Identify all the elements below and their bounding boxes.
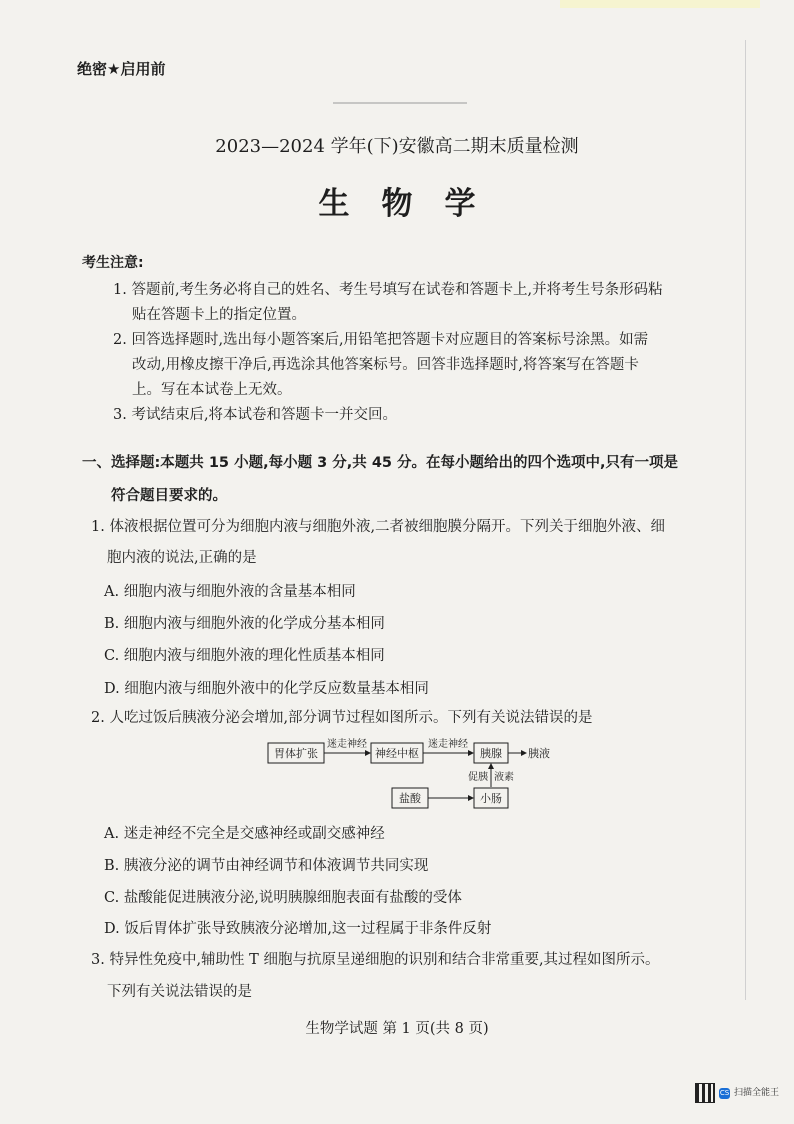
section-heading: 一、选择题:本题共 15 小题,每小题 3 分,共 45 分。在每小题给出的四个选项中,只有一项是: [82, 455, 679, 471]
intestine-label: 小肠: [480, 792, 502, 805]
section-heading-cont: 符合题目要求的。: [111, 488, 227, 504]
hormone-label-left: 促胰: [468, 772, 488, 783]
confidential-mark: 绝密★启用前: [77, 60, 166, 78]
q2-option-a: A. 迷走神经不完全是交感神经或副交感神经: [104, 826, 385, 842]
q2-stem: 2. 人吃过饭后胰液分泌会增加,部分调节过程如图所示。下列有关说法错误的是: [91, 710, 593, 726]
q3-stem-cont: 下列有关说法错误的是: [107, 984, 252, 1000]
camscanner-logo-icon: CS: [719, 1088, 730, 1097]
notice-item-1-cont: 贴在答题卡上的指定位置。: [132, 307, 306, 323]
q1-stem: 1. 体液根据位置可分为细胞内液与细胞外液,二者被细胞膜分隔开。下列关于细胞外液、细: [91, 519, 666, 535]
scanner-watermark: [695, 1083, 779, 1103]
scanner-name: 扫描全能王: [734, 1088, 780, 1098]
q2-regulation-diagram: [260, 730, 560, 815]
notice-item-1: 1. 答题前,考生务必将自己的姓名、考生号填写在试卷和答题卡上,并将考生号条形码粘: [113, 282, 663, 298]
q1-option-d: D. 细胞内液与细胞外液中的化学反应数量基本相同: [104, 681, 429, 697]
top-highlight-band: [560, 0, 760, 8]
output-label: 胰液: [528, 747, 550, 760]
notice-item-2-cont: 改动,用橡皮擦干净后,再选涂其他答案标号。回答非选择题时,将答案写在答题卡: [132, 357, 639, 373]
q1-option-c: C. 细胞内液与细胞外液的理化性质基本相同: [104, 648, 385, 664]
center-label: 神经中枢: [375, 747, 419, 760]
page-footer: 生物学试题 第 1 页(共 8 页): [305, 1021, 489, 1037]
q2-option-b: B. 胰液分泌的调节由神经调节和体液调节共同实现: [104, 858, 429, 874]
q2-option-c: C. 盐酸能促进胰液分泌,说明胰腺细胞表面有盐酸的受体: [104, 890, 462, 906]
vagus-label-1: 迷走神经: [327, 739, 367, 750]
notice-item-2: 2. 回答选择题时,选出每小题答案后,用铅笔把答题卡对应题目的答案标号涂黑。如需: [113, 332, 649, 348]
notice-item-3: 3. 考试结束后,将本试卷和答题卡一并交回。: [113, 407, 398, 423]
q1-option-b: B. 细胞内液与细胞外液的化学成分基本相同: [104, 616, 385, 632]
q1-stem-cont: 胞内液的说法,正确的是: [107, 550, 257, 566]
q3-stem: 3. 特异性免疫中,辅助性 T 细胞与抗原呈递细胞的识别和结合非常重要,其过程如图所示。: [91, 952, 660, 968]
exam-title: 2023—2024 学年(下)安徽高二期末质量检测: [215, 136, 579, 157]
q1-option-a: A. 细胞内液与细胞外液的含量基本相同: [104, 584, 356, 600]
qr-code-icon: [695, 1083, 715, 1103]
hormone-label-right: 液素: [494, 772, 514, 783]
stomach-label: 胃体扩张: [274, 747, 318, 760]
notice-heading: 考生注意:: [82, 255, 144, 271]
q2-option-d: D. 饭后胃体扩张导致胰液分泌增加,这一过程属于非条件反射: [104, 921, 492, 937]
pancreas-label: 胰腺: [480, 747, 502, 760]
vagus-label-2: 迷走神经: [428, 739, 468, 750]
subject-title: 生物学: [318, 186, 508, 222]
notice-item-2-cont2: 上。写在本试卷上无效。: [132, 382, 292, 398]
decorative-line: [333, 102, 467, 104]
acid-label: 盐酸: [399, 792, 421, 805]
